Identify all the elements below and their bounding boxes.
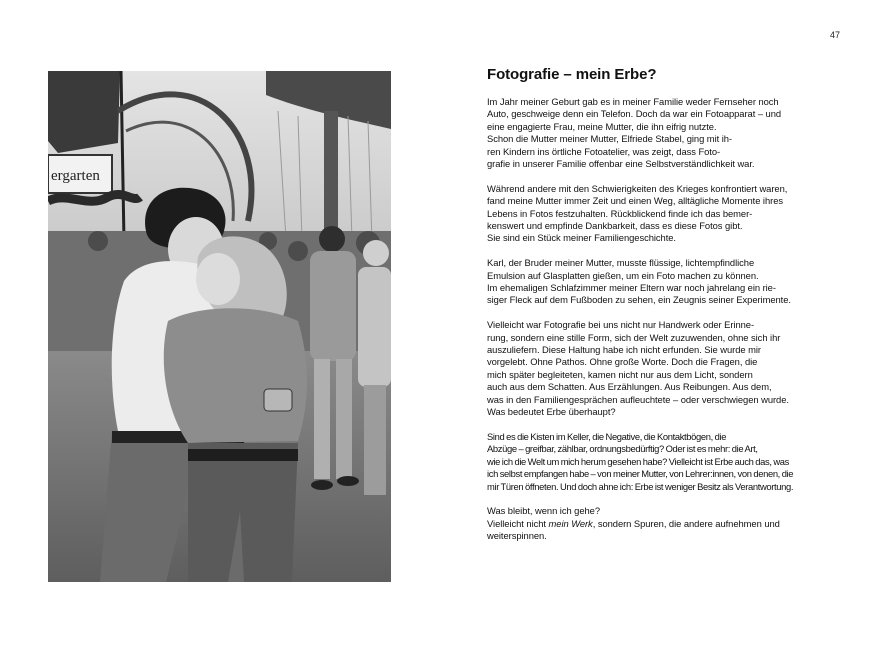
text-line: was in den Familiengesprächen aufleuchtete – oder verschwiegen wurde. (487, 393, 789, 405)
text-line: ren Kindern ins örtliche Fotoatelier, was zeigt, dass Foto- (487, 145, 721, 157)
text-line: eine engagierte Frau, meine Mutter, die ihn eifrig nutzte. (487, 120, 717, 132)
text-line: Im ehemaligen Schlafzimmer meiner Eltern war noch jahrelang ein rie- (487, 282, 776, 294)
text-line: Lebens in Fotos festzuhalten. Rückblickend finde ich das bemer- (487, 207, 753, 219)
text-line: Im Jahr meiner Geburt gab es in meiner Familie weder Fernseher noch (487, 96, 779, 107)
article (487, 66, 831, 555)
text-line: siger Fleck auf dem Fußboden zu sehen, ein Zeugnis seiner Experimente. (487, 294, 791, 306)
photo-illustration (48, 71, 391, 582)
closing-line (487, 518, 831, 530)
text-line: vorgelebt. Ohne Pathos. Ohne große Worte. Doch die Fragen, die (487, 356, 758, 368)
text-line: ich selbst empfangen habe – von meiner Mutter, von Lehrer:innen, von denen, die (487, 468, 794, 480)
text-line: Auto, geschweige denn ein Telefon. Doch da war ein Fotoapparat – und (487, 108, 782, 120)
text-line: Emulsion auf Glasplatten gießen, um ein Foto machen zu können. (487, 269, 759, 281)
text-line: Schon die Mutter meiner Mutter, Elfriede Stabel, ging mit ih- (487, 133, 732, 145)
text-line: Sind es die Kisten im Keller, die Negative, die Kontaktbögen, die (487, 430, 727, 442)
page-number: 47 (829, 30, 840, 40)
article-title: Fotografie – mein Erbe? (487, 66, 657, 83)
text-line: wie ich die Welt um mich herum gesehen habe? Vielleicht ist Erbe auch das, was (487, 455, 789, 467)
closing-after: , sondern Spuren, die andere aufnehmen und (592, 517, 780, 529)
text-line: grafie in unserer Familie offenbar eine Selbstverständlichkeit war. (487, 158, 755, 170)
emphasis-text: mein Werk (548, 517, 593, 529)
text-line: kenswert und empfinde Dankbarkeit, dass es diese Fotos gibt. (487, 220, 743, 232)
paragraph (487, 505, 831, 542)
text-line: mir Türen öffneten. Und doch ahne ich: Erbe ist weniger Besitz als Verantwortung. (487, 480, 794, 492)
text-line: auszuliefern. Diese Haltung habe ich nicht erfunden. Sie wurde mir (487, 344, 761, 356)
text-line: Während andere mit den Schwierigkeiten des Krieges konfrontiert waren, (487, 182, 788, 194)
paragraph (487, 431, 831, 493)
text-line: Sie sind ein Stück meiner Familiengeschichte. (487, 232, 676, 244)
paragraph (487, 96, 831, 170)
text-line: rung, sondern eine stille Form, sich der Welt zuzuwenden, ohne sich ihr (487, 331, 781, 343)
text-line: weiterspinnen. (487, 530, 547, 542)
text-line: Vielleicht war Fotografie bei uns nicht nur Handwerk oder Erinne- (487, 319, 755, 331)
black-and-white-photo (48, 71, 391, 582)
text-line: Was bleibt, wenn ich gehe? (487, 505, 601, 517)
text-line: fand meine Mutter immer Zeit und einen Weg, alltägliche Momente ihres (487, 195, 783, 207)
text-line: auch aus dem Schatten. Aus Erzählungen. Aus Reibungen. Aus dem, (487, 381, 772, 393)
text-line: mich später begleiteten, kamen nicht nur aus dem Licht, sondern (487, 368, 753, 380)
paragraph (487, 183, 831, 245)
beer-garden-sign: ergarten (51, 168, 100, 184)
paragraph (487, 257, 831, 307)
text-line: Was bedeutet Erbe überhaupt? (487, 406, 616, 418)
text-line: Abzüge – greifbar, zählbar, ordnungsbedürftig? Oder ist es mehr: die Art, (487, 443, 758, 455)
flag (48, 71, 120, 153)
paragraph (487, 319, 831, 418)
text-line: Karl, der Bruder meiner Mutter, musste flüssige, lichtempfindliche (487, 257, 755, 269)
closing-before: Vielleicht nicht (487, 517, 549, 529)
